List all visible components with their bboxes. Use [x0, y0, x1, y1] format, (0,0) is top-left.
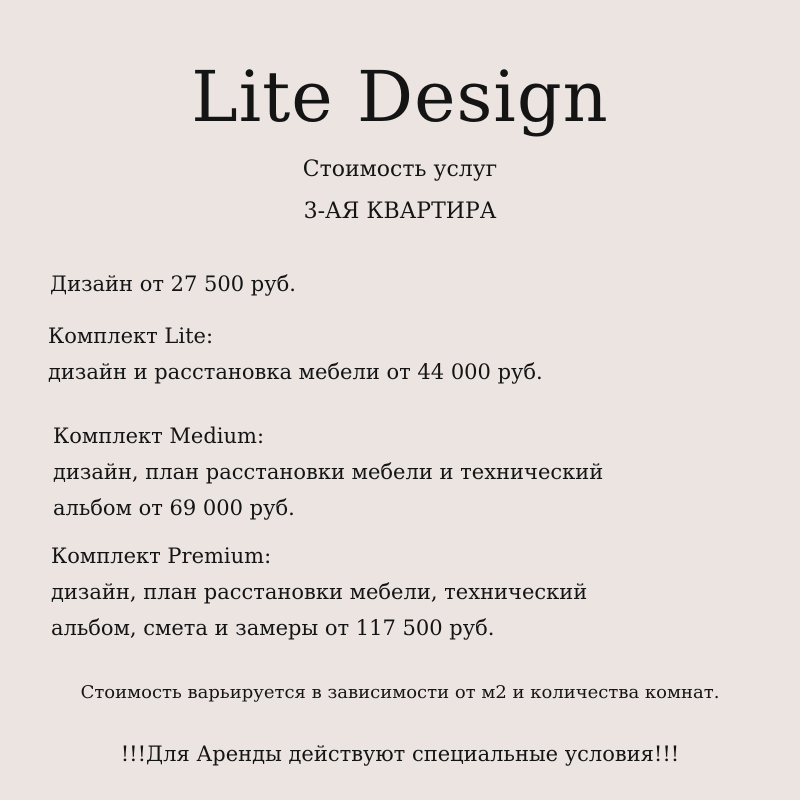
apartment-type: 3-АЯ КВАРТИРА [303, 199, 497, 224]
rent-special-conditions: !!!Для Аренды действуют специальные условия!!! [120, 742, 680, 766]
package-medium [53, 418, 603, 526]
services-subtitle: Стоимость услуг [302, 157, 498, 182]
package-lite-description: дизайн и расстановка мебели от 44 000 руб. [48, 360, 543, 384]
package-medium-title: Комплект Medium: [53, 424, 265, 448]
package-lite [48, 318, 543, 390]
package-premium [51, 538, 587, 646]
package-medium-description-1: дизайн, план расстановки мебели и технический [53, 460, 604, 484]
brand-title: Lite Design [191, 56, 609, 138]
package-premium-description-1: дизайн, план расстановки мебели, технический [51, 580, 588, 604]
price-variation-note: Стоимость варьируется в зависимости от м2 и количества комнат. [80, 682, 720, 703]
package-premium-description-2: альбом, смета и замеры от 117 500 руб. [51, 616, 495, 640]
price-design [50, 266, 296, 302]
package-lite-title: Комплект Lite: [48, 324, 214, 348]
package-premium-title: Комплект Premium: [51, 544, 272, 568]
price-design-line: Дизайн от 27 500 руб. [50, 272, 296, 296]
package-medium-description-2: альбом от 69 000 руб. [53, 496, 295, 520]
